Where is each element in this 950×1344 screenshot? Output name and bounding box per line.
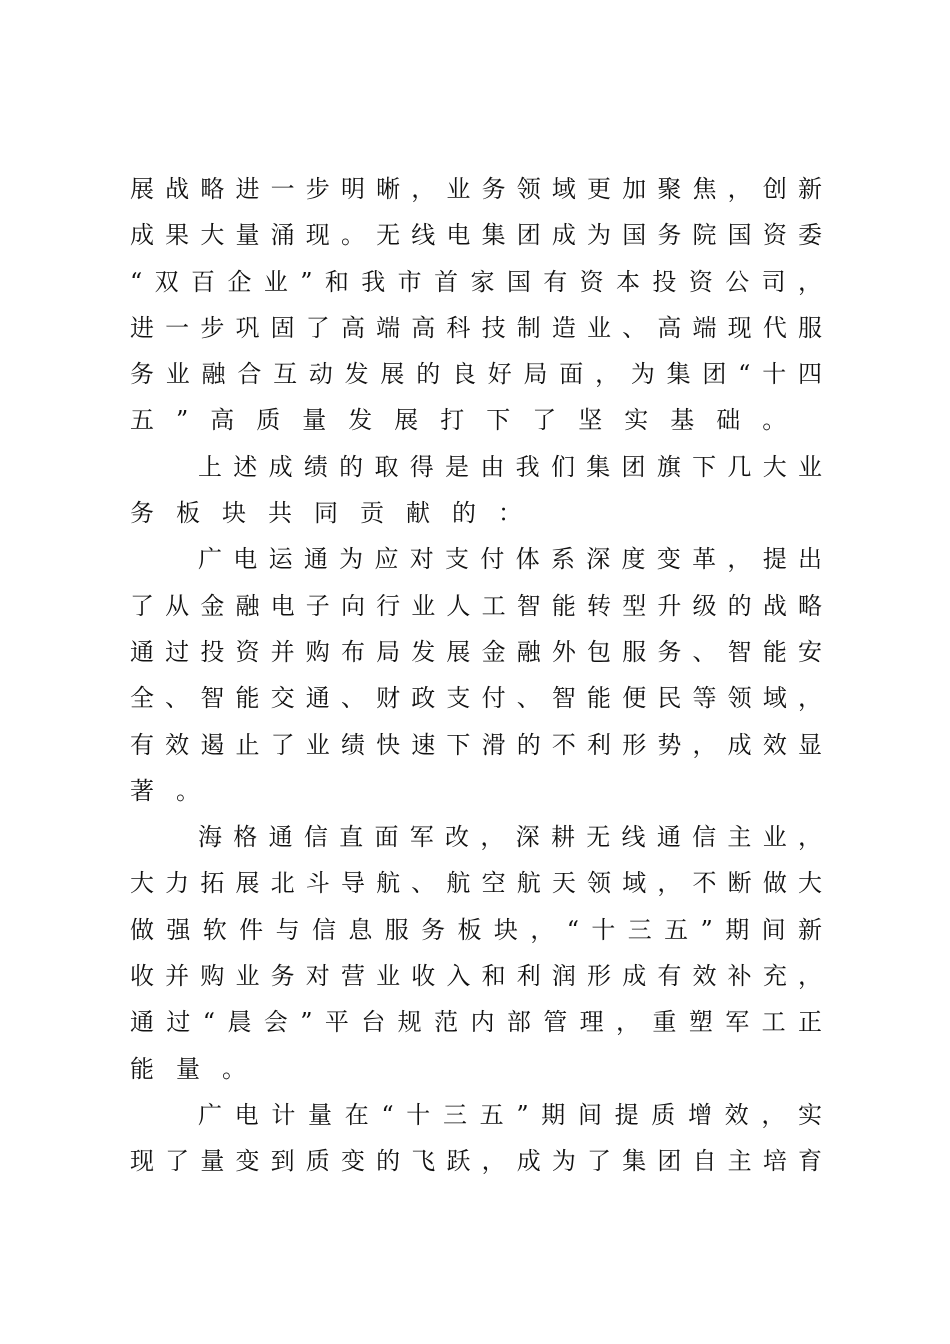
text-line: 能量。 <box>130 1054 268 1083</box>
paragraph-first-line: 海格通信直面军改，深耕无线通信主业， <box>198 823 822 852</box>
text-line: 做强软件与信息服务板块，“十三五”期间新 <box>130 915 822 944</box>
text-line: 了从金融电子向行业人工智能转型升级的战略 <box>130 591 822 620</box>
paragraph-first-line: 广电运通为应对支付体系深度变革，提出 <box>198 545 822 574</box>
paragraph-first-line: 广电计量在“十三五”期间提质增效，实 <box>198 1100 822 1129</box>
text-line: 展战略进一步明晰，业务领域更加聚焦，创新 <box>130 175 822 203</box>
text-line: 五”高质量发展打下了坚实基础。 <box>130 406 809 435</box>
text-line: 务业融合互动发展的良好局面，为集团“十四 <box>130 360 822 389</box>
text-line: 著。 <box>130 776 222 805</box>
text-line: “双百企业”和我市首家国有资本投资公司， <box>130 267 822 296</box>
text-line: 大力拓展北斗导航、航空航天领域，不断做大 <box>130 869 822 898</box>
text-line: 通过投资并购布局发展金融外包服务、智能安 <box>130 637 822 666</box>
text-line: 收并购业务对营业收入和利润形成有效补充， <box>130 962 822 991</box>
text-line: 成果大量涌现。无线电集团成为国务院国资委 <box>130 221 822 250</box>
text-line: 有效遏止了业绩快速下滑的不利形势，成效显 <box>130 730 822 759</box>
text-line: 现了量变到质变的飞跃，成为了集团自主培育 <box>130 1147 822 1176</box>
text-line: 通过“晨会”平台规范内部管理，重塑军工正 <box>130 1008 822 1037</box>
body-text <box>130 166 822 1185</box>
text-line: 进一步巩固了高端高科技制造业、高端现代服 <box>130 313 822 342</box>
text-line: 务板块共同贡献的： <box>130 499 544 528</box>
paragraph-first-line: 上述成绩的取得是由我们集团旗下几大业 <box>198 452 822 481</box>
text-line: 全、智能交通、财政支付、智能便民等领域， <box>130 684 822 713</box>
